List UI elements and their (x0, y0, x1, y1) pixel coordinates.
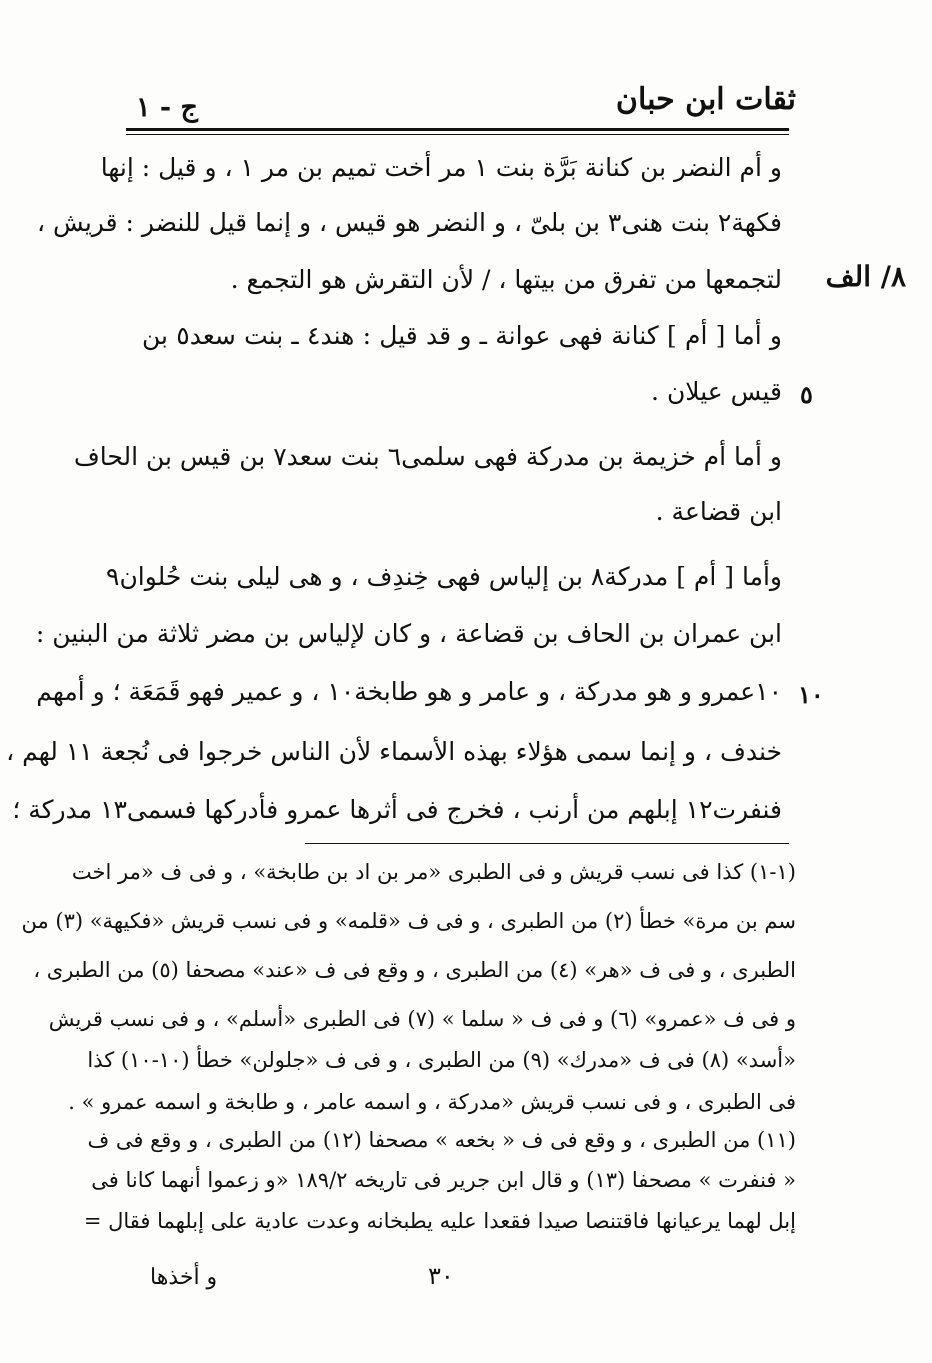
text-line-3: لتجمعها من تفرق من بيتها ، / لأن التقرش هو التجمع . (230, 265, 782, 294)
footnote-line-8: « فنفرت » مصحفا (١٣) و قال ابن جرير فى تاريخه ١٨٩/٢ «و زعموا أنهما كانا فى (91, 1168, 796, 1192)
footnote-line-6: فى الطبرى ، و فى نسب قريش «مدركة ، و اسمه عامر ، و طابخة و اسمه عمرو » . (68, 1090, 796, 1114)
catchword: و أخذها (150, 1265, 218, 1290)
volume-number: ج - ١ (136, 92, 198, 123)
text-line-2: فكهة٢ بنت هنى٣ بن بلىّ ، و النضر هو قيس ، و إنما قيل للنضر : قريش ، (36, 208, 782, 237)
text-line-12: فنفرت١٢ إبلهم من أرنب ، فخرج فى أثرها عمرو فأدركها فسمى١٣ مدركة ؛ (12, 795, 782, 824)
header-rule (126, 128, 789, 131)
footnote-line-7: (١١) من الطبرى ، و وقع فى ف « بخعه » مصحفا (١٢) من الطبرى ، و وقع فى ف (87, 1128, 796, 1152)
footnote-line-5: «أسد» (٨) فى ف «مدرك» (٩) من الطبرى ، و فى ف «جلولن» خطأ (١٠-١٠) كذا (87, 1048, 796, 1072)
text-line-1: و أم النضر بن كنانة بَرَّة بنت ١ مر أخت تميم بن مر ١ ، و قيل : إنها (100, 153, 782, 182)
header-rule-thin (126, 134, 789, 135)
text-line-11: خندف ، و إنما سمى هؤلاء بهذه الأسماء لأن الناس خرجوا فى نُجعة ١١ لهم ، (6, 737, 782, 766)
footnote-rule (305, 843, 789, 844)
running-header-title: ثقات ابن حبان (615, 82, 796, 117)
page-number: ٣٠ (428, 1262, 454, 1290)
manuscript-folio-note: ٨/ الف (825, 260, 906, 293)
footnote-line-9: إبل لهما يرعيانها فاقتنصا صيدا فقعدا عليه يطبخانه وعدت عادية على إبلهما فقال = (83, 1209, 796, 1233)
text-line-7: ابن قضاعة . (655, 497, 782, 526)
text-line-9: ابن عمران بن الحاف بن قضاعة ، و كان لإلياس بن مضر ثلاثة من البنين : (35, 619, 782, 648)
line-number-10: ١٠ (798, 680, 824, 709)
text-line-10: ١٠عمرو و هو مدركة ، و عامر و هو طابخة١٠ ، و عمير فهو قَمَعَة ؛ و أمهم (36, 677, 782, 706)
footnote-line-4: و فى ف «عمرو» (٦) و فى ف « سلما » (٧) فى الطبرى «أسلم» ، و فى نسب قريش (48, 1007, 796, 1031)
footnote-line-1: (١-١) كذا فى نسب قريش و فى الطبرى «مر بن اد بن طابخة» ، و فى ف «مر اخت (71, 860, 796, 884)
footnote-line-2: سم بن مرة» خطأ (٢) من الطبرى ، و فى ف «قلمه» و فى نسب قريش «فكيهة» (٣) من (21, 909, 796, 933)
footnote-line-3: الطبرى ، و فى ف «هر» (٤) من الطبرى ، و وقع فى ف «عند» مصحفا (٥) من الطبرى ، (33, 958, 796, 982)
line-number-5: ٥ (800, 380, 813, 409)
text-line-4: و أما [ أم ] كنانة فهى عوانة ـ و قد قيل : هند٤ ـ بنت سعد٥ بن (142, 321, 782, 350)
text-line-5: قيس عيلان . (651, 377, 782, 406)
text-line-8: وأما [ أم ] مدركة٨ بن إلياس فهى خِندِف ، و هى ليلى بنت حُلوان٩ (106, 562, 782, 591)
text-line-6: و أما أم خزيمة بن مدركة فهى سلمى٦ بنت سعد٧ بن قيس بن الحاف (73, 442, 782, 471)
